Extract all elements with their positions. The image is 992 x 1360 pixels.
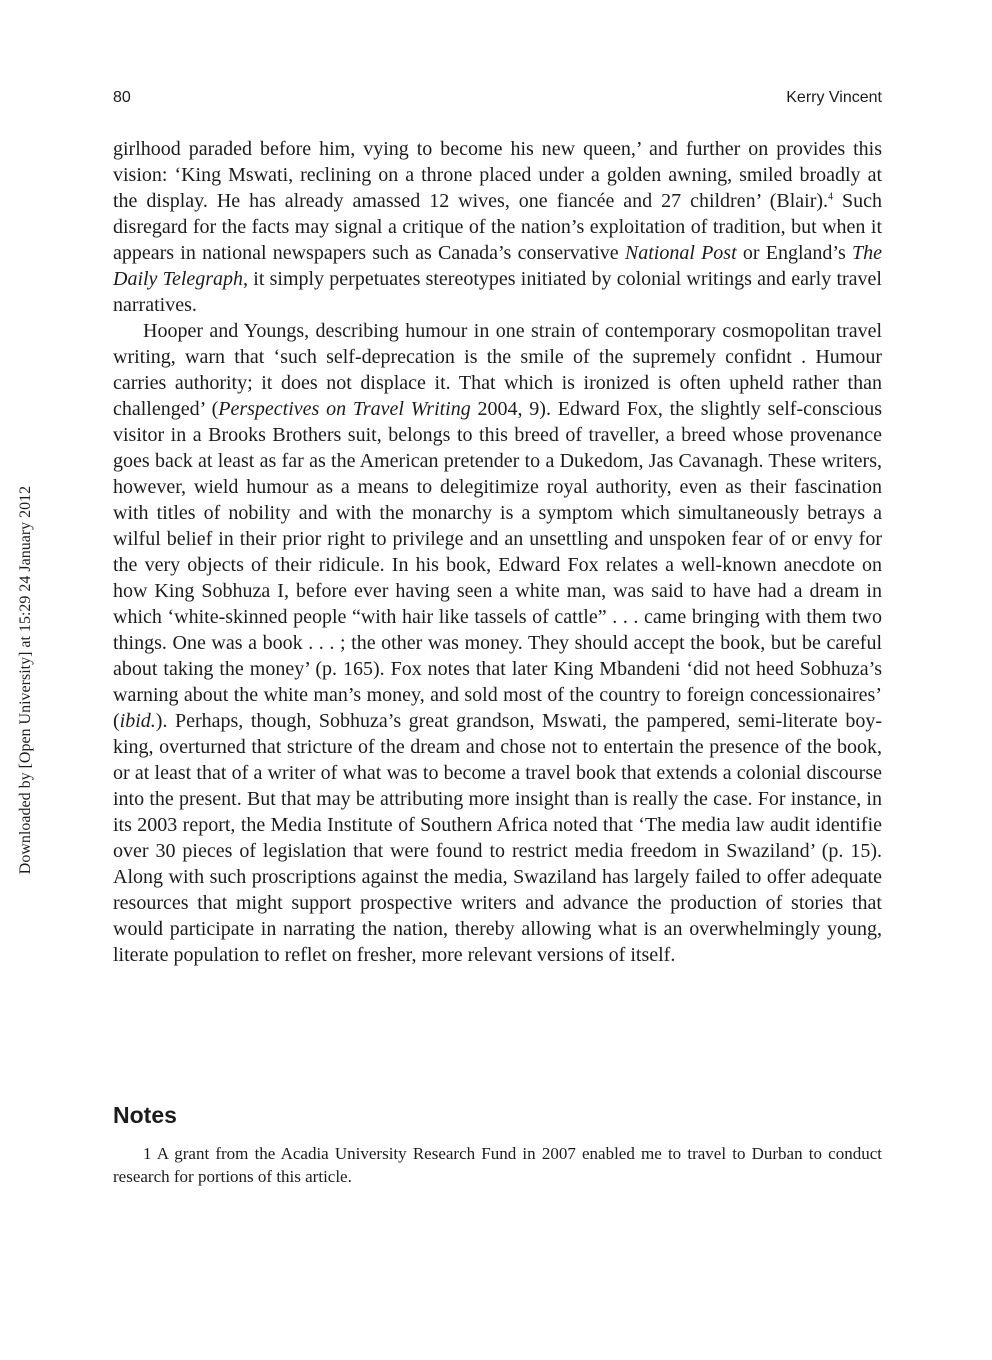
publication-title: National Post (624, 242, 737, 264)
page-header (113, 86, 882, 110)
paragraph-text: , it simply perpetuates stereotypes initiated by colonial writings and early travel narratives. (113, 268, 882, 316)
page-number: 80 (113, 89, 131, 106)
citation-ibid: ibid. (119, 710, 156, 732)
footnote-marker: 4 (828, 191, 834, 203)
article-body (113, 136, 882, 968)
footnote-1: 1 A grant from the Acadia University Research Fund in 2007 enabled me to travel to Durban to conduct research for portions of this article. (113, 1144, 882, 1186)
paragraph (113, 318, 882, 968)
paragraph (113, 136, 882, 318)
running-head-author: Kerry Vincent (786, 89, 882, 106)
paragraph-text: Hooper and Youngs, describing humour in one strain of contemporary cosmopolitan travel writing, warn that ‘such self-deprecation is the smile of the supremely confidnt . Humour carries authority; it does not displace it. That which is ironized is often upheld rather than challenged’ ( (113, 320, 882, 420)
paragraph-text: or England’s (736, 242, 852, 264)
notes-heading: Notes (113, 1102, 177, 1128)
paragraph-text: ). Perhaps, though, Sobhuza’s great grandson, Mswati, the pampered, semi-literate boy-king, overturned that stricture of the dream and chose not to entertain the presence of the book, or at least that of a writer of what was to become a travel book that extends a colonial discourse into the present. But that may be attributing more insight than is really the case. For instance, in its 2003 report, the Media Institute of Southern Africa noted that ‘The media law audit identifie over 30 pieces of legislation that were found to restrict media freedom in Swaziland’ (p. 15). Along with such proscriptions against the media, Swaziland has largely failed to offer adequate resources that might support prospective writers and advance the production of stories that would participate in narrating the nation, thereby allowing what is an overwhelmingly young, literate population to reflet on fresher, more relevant versions of itself. (113, 710, 882, 966)
paragraph-text: Such disregard for the facts may signal a critique of the nation’s exploitation of tradition, but when it appears in national newspapers such as Canada’s conservative (113, 190, 882, 264)
paragraph-text: 2004, 9). Edward Fox, the slightly self-conscious visitor in a Brooks Brothers suit, belongs to this breed of traveller, a breed whose provenance goes back at least as far as the American pretender to a Dukedom, Jas Cavanagh. These writers, however, wield humour as a means to delegitimize royal authority, even as their fascination with titles of nobility and with the monarchy is a symptom which simultaneously betrays a wilful belief in their prior right to privilege and an unsettling and unspoken fear of or envy for the very objects of their ridicule. In his book, Edward Fox relates a well-known anecdote on how King Sobhuza I, before ever having seen a white man, was said to have had a dream in which ‘white-skinned people “with hair like tassels of cattle” . . . came bringing with them two things. One was a book . . . ; the other was money. They should accept the book, but be careful about taking the money’ (p. 165). Fox notes that later King Mbandeni ‘did not heed Sobhuza’s warning about the white man’s money, and sold most of the country to foreign concessionaires’ ( (113, 398, 882, 732)
book-title: Perspectives on Travel Writing (218, 398, 471, 420)
publication-title: The Daily Telegraph (113, 242, 882, 290)
download-watermark: Downloaded by [Open University] at 15:29 24 January 2012 (17, 485, 34, 875)
paragraph-text: girlhood paraded before him, vying to become his new queen,’ and further on provides this vision: ‘King Mswati, reclining on a throne placed under a golden awning, smiled broadly at the display. He has already amassed 12 wives, one fiancée and 27 children’ (Blair). (113, 138, 882, 212)
